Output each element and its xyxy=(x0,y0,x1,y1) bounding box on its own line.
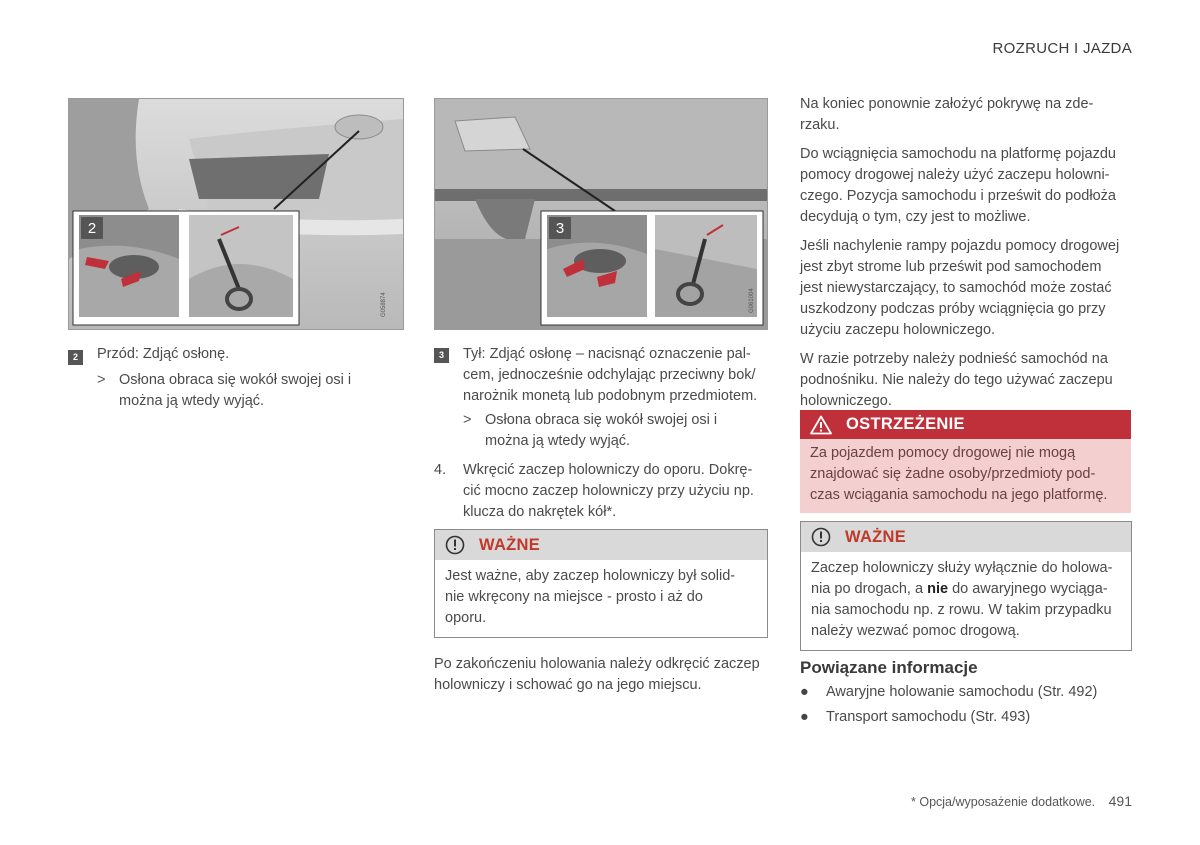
after-line-1: Po zakończeniu holowania należy odkręcić zaczep xyxy=(434,656,760,672)
exclamation-circle-icon xyxy=(445,535,465,555)
p3-line-4: uszkodzony podczas próby wciągnięcia go przy xyxy=(800,301,1106,317)
related-link-transport[interactable]: Transport samochodu (Str. 493) xyxy=(826,709,1031,725)
p3-line-5: użyciu zaczepu holowniczego. xyxy=(800,322,996,338)
rear-figure-code: G061004 xyxy=(749,288,755,313)
p2-line-4: decydują o tym, czy jest to możliwe. xyxy=(800,209,1031,225)
paragraph-ramp xyxy=(800,236,1135,341)
front-figure-code: G058874 xyxy=(381,292,387,317)
p3-line-1: Jeśli nachylenie rampy pojazdu pomocy drogowej xyxy=(800,238,1120,254)
related-info-section xyxy=(800,658,1140,730)
step-3-line-3: narożnik monetą lub podobnym przedmiotem. xyxy=(463,388,758,404)
rear-tow-eye-figure xyxy=(434,98,768,330)
warning-triangle-icon xyxy=(810,415,832,435)
important-line-2: nie wkręcony na miejsce - prosto i aż do xyxy=(445,589,703,605)
warning-line-1: Za pojazdem pomocy drogowej nie mogą xyxy=(810,445,1076,461)
warning-line-2: znajdować się żadne osoby/przedmioty pod- xyxy=(810,466,1096,482)
important-title: WAŻNE xyxy=(479,535,541,554)
middle-column xyxy=(434,344,768,523)
warning-line-3: czas wciągania samochodu na jego platformę. xyxy=(810,487,1108,503)
important-right-line-3: nia samochodu np. z rowu. W takim przypadku xyxy=(811,602,1112,618)
p1-line-1: Na koniec ponownie założyć pokrywę na zde- xyxy=(800,96,1094,112)
footer xyxy=(911,793,1132,809)
result-arrow: > xyxy=(97,372,106,388)
p2-line-1: Do wciągnięcia samochodu na platformę pojazdu xyxy=(800,146,1116,162)
related-link-item[interactable] xyxy=(800,705,1140,730)
warning-title: OSTRZEŻENIE xyxy=(846,415,965,433)
important-notice-box-right xyxy=(800,521,1132,651)
important-line-1: Jest ważne, aby zaczep holowniczy był solid- xyxy=(445,568,736,584)
related-link-emergency-towing[interactable]: Awaryjne holowanie samochodu (Str. 492) xyxy=(826,684,1098,700)
step-3-result-line-1: Osłona obraca się wokół swojej osi i xyxy=(485,412,718,428)
page-number: 491 xyxy=(1108,793,1132,809)
left-column xyxy=(68,344,398,412)
p2-line-2: pomocy drogowej należy użyć zaczepu holowni- xyxy=(800,167,1110,183)
p1-line-2: rzaku. xyxy=(800,117,840,133)
important-right-line-4: należy wezwać pomoc drogową. xyxy=(811,623,1020,639)
after-towing-paragraph xyxy=(434,654,774,696)
paragraph-cover xyxy=(800,94,1135,136)
important-notice-box xyxy=(434,529,768,638)
front-callout-number: 2 xyxy=(87,220,97,237)
step-number-4: 4. xyxy=(434,462,447,478)
bullet-icon: ● xyxy=(800,709,809,725)
p3-line-2: jest zbyt strome lub prześwit pod samochodem xyxy=(800,259,1102,275)
footnote-optional-equipment: * Opcja/wyposażenie dodatkowe. xyxy=(911,795,1096,809)
related-link-item[interactable] xyxy=(800,680,1140,705)
step-2-result-line-2: można ją wtedy wyjąć. xyxy=(119,393,265,409)
warning-box xyxy=(800,410,1131,513)
p4-line-1: W razie potrzeby należy podnieść samochód na xyxy=(800,351,1108,367)
p2-line-3: czego. Pozycja samochodu i prześwit do podłoża xyxy=(800,188,1116,204)
step-4-line-3: klucza do nakrętek kół*. xyxy=(463,504,617,520)
important-title-right: WAŻNE xyxy=(845,527,907,546)
exclamation-circle-icon xyxy=(811,527,831,547)
step-2-result-line-1: Osłona obraca się wokół swojej osi i xyxy=(119,372,352,388)
front-tow-eye-figure xyxy=(68,98,404,330)
section-header: ROZRUCH I JAZDA xyxy=(992,40,1132,57)
paragraph-jack xyxy=(800,349,1135,412)
right-column xyxy=(800,94,1135,412)
related-info-title: Powiązane informacje xyxy=(800,658,978,677)
step-number-3: 3 xyxy=(434,348,449,363)
p4-line-3: holowniczego. xyxy=(800,393,892,409)
rear-callout-number: 3 xyxy=(555,220,565,237)
step-number-2: 2 xyxy=(68,350,83,365)
important-right-line-1: Zaczep holowniczy służy wyłącznie do holowa- xyxy=(811,560,1113,576)
step-3-line-2: cem, jednocześnie odchylając przeciwny bok/ xyxy=(463,367,756,383)
after-line-2: holowniczy i schować go na jego miejscu. xyxy=(434,677,702,693)
result-arrow: > xyxy=(463,412,472,428)
step-4-line-2: cić mocno zaczep holowniczy przy użyciu np. xyxy=(463,483,754,499)
emphasis-nie: nie xyxy=(927,581,949,597)
paragraph-platform xyxy=(800,144,1135,228)
step-3-result-line-2: można ją wtedy wyjąć. xyxy=(485,433,631,449)
p4-line-2: podnośniku. Nie należy do tego używać zaczepu xyxy=(800,372,1113,388)
important-line-3: oporu. xyxy=(445,610,487,626)
bullet-icon: ● xyxy=(800,684,809,700)
step-4-line-1: Wkręcić zaczep holowniczy do oporu. Dokrę- xyxy=(463,462,753,478)
step-3-line-1: Tył: Zdjąć osłonę – nacisnąć oznaczenie pal- xyxy=(463,346,751,362)
p3-line-3: jest niewystarczający, to samochód może zostać xyxy=(800,280,1112,296)
important-right-line-2: nia po drogach, a nie do awaryjnego wyciąga- xyxy=(811,581,1108,597)
step-2-text: Przód: Zdjąć osłonę. xyxy=(97,346,230,362)
